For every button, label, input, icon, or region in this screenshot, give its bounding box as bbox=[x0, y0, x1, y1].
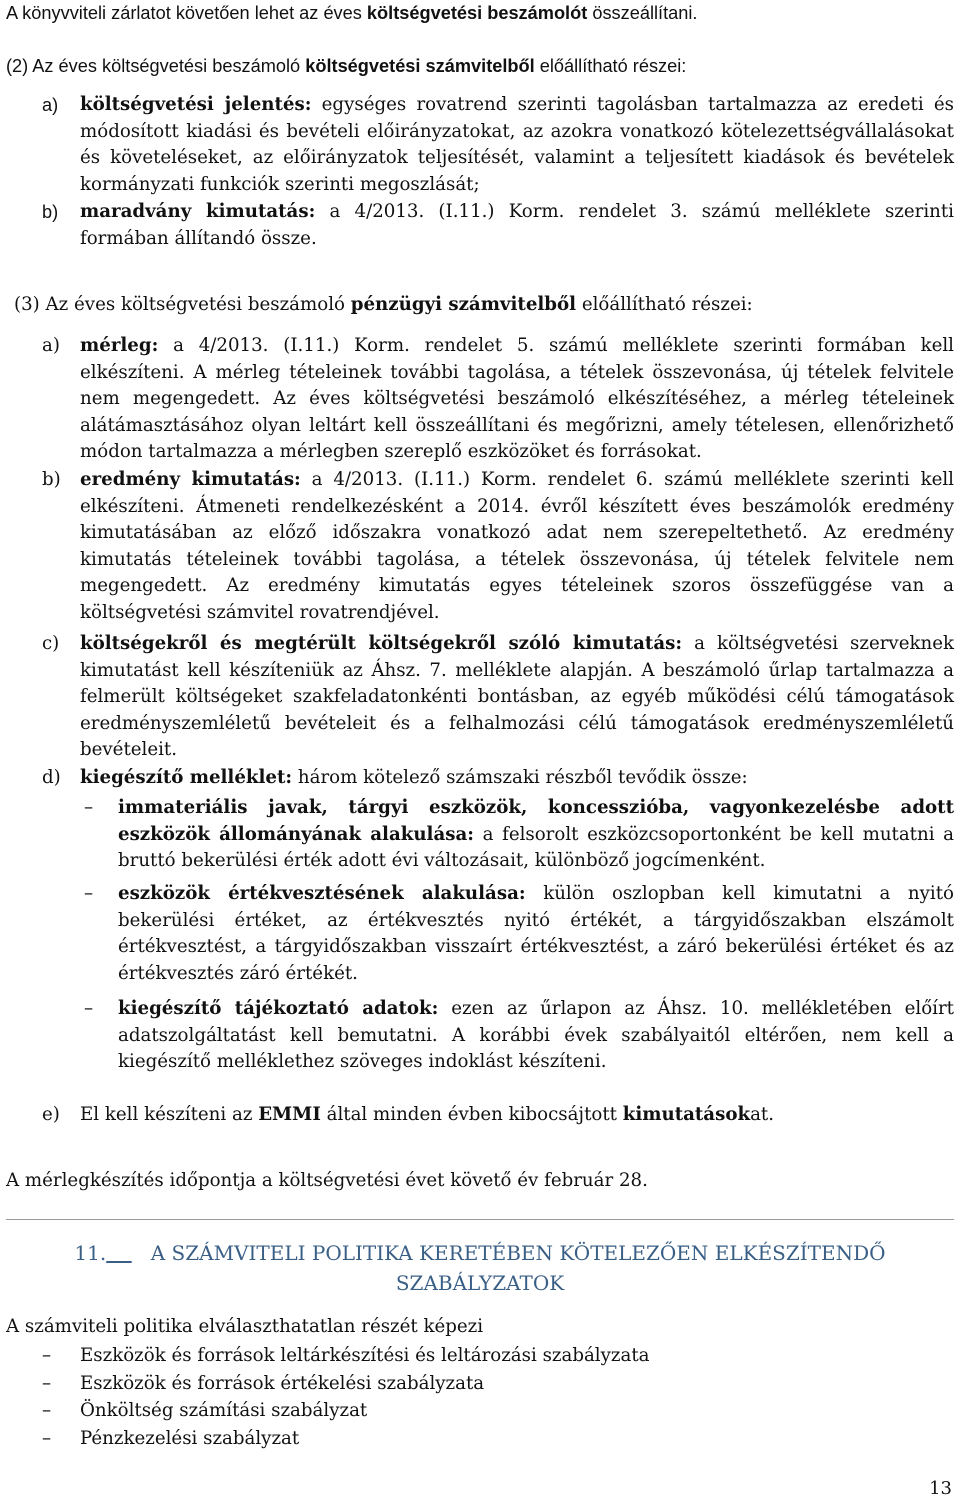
page-number: 13 bbox=[929, 1478, 952, 1499]
section3-pre: (3) Az éves költségvetési beszámoló bbox=[14, 294, 351, 315]
subitem-impairment bbox=[6, 881, 954, 987]
item-marker: a) bbox=[42, 335, 60, 356]
item-bold-emmi: EMMI bbox=[258, 1104, 321, 1125]
item-text-mid: által minden évben kibocsájtott bbox=[320, 1104, 623, 1125]
subitem-term: immateriális javak, tárgyi eszközök, koncesszióba, vagyonkezelésbe adott eszközök állományának alakulása: bbox=[118, 797, 954, 845]
section2-item-a bbox=[6, 92, 954, 198]
section3-item-b bbox=[6, 467, 954, 627]
intro-text-end: összeállítani. bbox=[587, 3, 698, 23]
item-text-end: at. bbox=[750, 1104, 774, 1125]
dash-marker: – bbox=[42, 1345, 52, 1366]
item-marker: d) bbox=[42, 767, 61, 788]
section3-post: előállítható részei: bbox=[576, 294, 753, 315]
section2-pre: (2) Az éves költségvetési beszámoló bbox=[6, 56, 306, 76]
section2-item-b bbox=[6, 199, 954, 252]
policy-item-text: Önköltség számítási szabályzat bbox=[80, 1400, 368, 1421]
deadline-paragraph: A mérlegkészítés időpontja a költségvetési évet követő év február 28. bbox=[6, 1170, 648, 1191]
item-marker: a) bbox=[42, 95, 59, 115]
chapter-heading bbox=[60, 1238, 900, 1298]
item-term: eredmény kimutatás: bbox=[80, 469, 301, 490]
subitem-text: külön oszlopban kell kimutatni a nyitó bekerülési értéket, az értékvesztés nyitó értékét, a tárgyidőszakban elszámolt értékvesztést, a tárgyidőszakban visszaírt értékvesztést, a záró bekerülési értéket és az értékvesztés záró értékét. bbox=[118, 883, 954, 984]
section3-item-e bbox=[6, 1102, 954, 1129]
intro-paragraph bbox=[6, 0, 954, 27]
item-marker: e) bbox=[42, 1104, 60, 1125]
heading-divider bbox=[6, 1219, 954, 1220]
item-text: a 4/2013. (I.11.) Korm. rendelet 3. számú melléklete szerinti formában állítandó össze. bbox=[80, 201, 954, 249]
policy-item-text: Pénzkezelési szabályzat bbox=[80, 1428, 300, 1449]
chapter-title-line1: A SZÁMVITELI POLITIKA KERETÉBEN KÖTELEZŐEN ELKÉSZÍTENDŐ bbox=[150, 1241, 886, 1265]
item-term: költségvetési jelentés: bbox=[80, 94, 312, 115]
item-term: költségekről és megtérült költségekről szóló kimutatás: bbox=[80, 633, 683, 654]
dash-marker: – bbox=[42, 1373, 52, 1394]
item-marker: c) bbox=[42, 633, 60, 654]
section3-bold: pénzügyi számvitelből bbox=[350, 294, 577, 315]
policy-item-valuation bbox=[6, 1371, 954, 1398]
section3-item-a bbox=[6, 333, 954, 466]
subitem-assets bbox=[6, 795, 954, 875]
item-text: a 4/2013. (I.11.) Korm. rendelet 5. számú melléklete szerinti formában kell elkészíteni. A mérleg tételeinek további tagolása, a tételek összevonása, új tételek felvitele nem megengedett. Az éves költségvetési beszámoló elkészítéséhez, a mérleg tételeinek alátámasztásához olyan leltárt kell összeállítani és megőrizni, amely tételesen, ellenőrizhető módon tartalmazza a mérlegben szereplő eszközöket és forrásokat. bbox=[80, 335, 954, 463]
intro-bold: költségvetési beszámolót bbox=[366, 3, 588, 23]
item-term: kiegészítő melléklet: bbox=[80, 767, 293, 788]
item-text: a költségvetési szerveknek kimutatást kell készíteniük az Áhsz. 7. melléklete alapján. A beszámoló űrlap tartalmazza a felmerült költségeket szakfeladatonkénti bontásban, az egyéb működési célú támogatások eredményszemléletű bevételeit és a felhalmozási célú támogatások eredményszemléletű bevételeit. bbox=[80, 633, 954, 761]
item-marker: b) bbox=[42, 469, 61, 490]
dash-marker: – bbox=[84, 883, 94, 904]
policy-item-text: Eszközök és források értékelési szabályzata bbox=[80, 1373, 485, 1394]
section-sign bbox=[106, 1241, 131, 1265]
section3-item-d bbox=[6, 765, 954, 792]
policy-intro: A számviteli politika elválaszthatatlan részét képezi bbox=[6, 1316, 484, 1337]
item-text: egységes rovatrend szerinti tagolásban tartalmazza az eredeti és módosított kiadási és bevételi előirányzatokat, az azokra vonatkozó kötelezettségvállalásokat és követeléseket, az előirányzatok teljesítését, valamint a teljesített kiadások és bevételek kormányzati funkciók szerinti megoszlását; bbox=[80, 94, 954, 195]
dash-marker: – bbox=[84, 797, 94, 818]
policy-item-cash bbox=[6, 1426, 954, 1453]
subitem-text: ezen az űrlapon az Áhsz. 10. mellékletében előírt adatszolgáltatást kell bemutatni. A korábbi évek szabályaitól eltérően, nem kell a kiegészítő melléklethez szöveges indoklást készíteni. bbox=[118, 998, 954, 1073]
item-bold-kimutatasok: kimutatások bbox=[622, 1104, 751, 1125]
policy-item-costing bbox=[6, 1398, 954, 1425]
chapter-number: 11. bbox=[74, 1241, 107, 1265]
item-text: a 4/2013. (I.11.) Korm. rendelet 6. számú melléklete szerinti kell elkészíteni. Átmeneti rendelkezésként a 2014. évről készített éves beszámolók eredmény kimutatásában az előző időszakra vonatkozó adat nem szerepeltethető. Az eredmény kimutatás tételeinek további tagolása, a tételek összevonása, új tételek felvitele nem megengedett. Az eredmény kimutatás egyes tételeinek szoros összefüggése van a költségvetési számvitel rovatrendjével. bbox=[80, 469, 954, 623]
policy-item-text: Eszközök és források leltárkészítési és leltározási szabályzata bbox=[80, 1345, 650, 1366]
intro-text: A könyvviteli zárlatot követően lehet az éves bbox=[6, 3, 367, 23]
item-text: El kell készíteni az bbox=[80, 1104, 259, 1125]
subitem-supplementary bbox=[6, 996, 954, 1076]
item-marker: b) bbox=[42, 202, 59, 222]
dash-marker: – bbox=[42, 1400, 52, 1421]
section3-item-c bbox=[6, 631, 954, 764]
section2-bold: költségvetési számvitelből bbox=[305, 56, 535, 76]
chapter-title-line2: SZABÁLYZATOK bbox=[395, 1271, 565, 1295]
item-term: mérleg: bbox=[80, 335, 159, 356]
section2-heading bbox=[6, 53, 954, 80]
subitem-term: eszközök értékvesztésének alakulása: bbox=[118, 883, 526, 904]
subitem-text: a felsorolt eszközcsoportonként be kell mutatni a bruttó bekerülési érték adott évi változásait, különböző jogcímenként. bbox=[118, 823, 954, 872]
item-term: maradvány kimutatás: bbox=[80, 201, 316, 222]
subitem-term: kiegészítő tájékoztató adatok: bbox=[118, 998, 439, 1019]
policy-item-inventory bbox=[6, 1343, 954, 1370]
item-text: három kötelező számszaki részből tevődik össze: bbox=[292, 767, 748, 788]
dash-marker: – bbox=[42, 1428, 52, 1449]
chapter-heading-line1 bbox=[60, 1238, 900, 1268]
section3-heading bbox=[14, 292, 954, 319]
dash-marker: – bbox=[84, 998, 94, 1019]
section2-post: előállítható részei: bbox=[534, 56, 687, 76]
